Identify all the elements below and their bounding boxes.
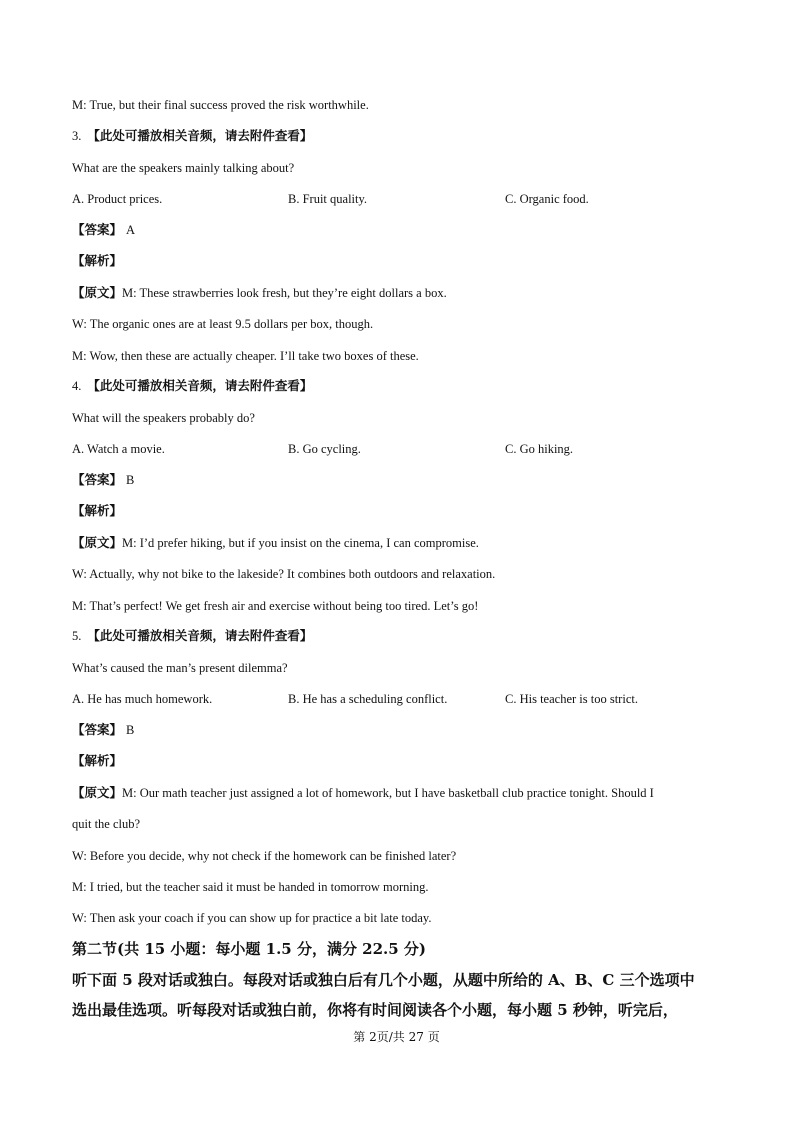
dialogue-line: M: That’s perfect! We get fresh air and exercise without being too tired. Let’s go! [72, 599, 479, 613]
answer-tag: 【答案】 [72, 222, 123, 237]
option-c: C. Organic food. [505, 192, 589, 206]
answer-label [72, 472, 134, 488]
dialogue-line: W: Actually, why not bike to the lakeside? It combines both outdoors and relaxation. [72, 567, 496, 581]
answer-value: B [126, 473, 135, 487]
option-c: C. Go hiking. [505, 442, 574, 456]
audio-link[interactable]: 【此处可播放相关音频，请去附件查看】 [87, 378, 313, 393]
transcript-label: 【原文】 [72, 535, 123, 550]
option-b: B. Fruit quality. [288, 192, 368, 206]
transcript-label: 【原文】 [72, 785, 123, 800]
analysis-label: 【解析】 [72, 753, 123, 768]
question-3-header [72, 128, 312, 144]
answer-tag: 【答案】 [72, 472, 123, 487]
transcript-line [72, 285, 447, 301]
transcript-text: M: These strawberries look fresh, but they’re eight dollars a box. [122, 286, 447, 300]
option-a: A. Product prices. [72, 192, 163, 206]
instruction-line: 选出最佳选项。听每段对话或独白前，你将有时间阅读各个小题，每小题 5 秒钟，听完后， [72, 1001, 678, 1019]
question-4-header [72, 378, 312, 394]
dialogue-line: M: True, but their final success proved the risk worthwhile. [72, 98, 369, 112]
audio-link[interactable]: 【此处可播放相关音频，请去附件查看】 [87, 128, 313, 143]
answer-value: A [126, 223, 136, 237]
transcript-label: 【原文】 [72, 285, 123, 300]
answer-tag: 【答案】 [72, 722, 123, 737]
question-number: 4. [72, 379, 82, 393]
option-b: B. He has a scheduling conflict. [288, 692, 448, 706]
transcript-line [72, 535, 479, 551]
question-5-header [72, 628, 312, 644]
instruction-line: 听下面 5 段对话或独白。每段对话或独白后有几个小题，从题中所给的 A、B、C 三个选项中 [72, 971, 695, 989]
question-5-text: What’s caused the man’s present dilemma? [72, 661, 288, 675]
dialogue-line: W: Then ask your coach if you can show up for practice a bit late today. [72, 911, 432, 925]
transcript-text: M: Our math teacher just assigned a lot of homework, but I have basketball club practice tonight. Should I [122, 786, 654, 800]
option-a: A. He has much homework. [72, 692, 213, 706]
option-a: A. Watch a movie. [72, 442, 165, 456]
transcript-continuation: quit the club? [72, 817, 141, 831]
dialogue-line: W: The organic ones are at least 9.5 dollars per box, though. [72, 317, 374, 331]
question-number: 5. [72, 629, 82, 643]
question-3-text: What are the speakers mainly talking about? [72, 161, 295, 175]
section-heading: 第二节(共 15 小题：每小题 1.5 分，满分 22.5 分) [72, 940, 427, 958]
question-4-text: What will the speakers probably do? [72, 411, 255, 425]
option-b: B. Go cycling. [288, 442, 361, 456]
transcript-text: M: I’d prefer hiking, but if you insist on the cinema, I can compromise. [122, 536, 479, 550]
question-number: 3. [72, 129, 82, 143]
answer-label [72, 722, 134, 738]
transcript-line [72, 785, 654, 801]
answer-value: B [126, 723, 135, 737]
dialogue-line: M: Wow, then these are actually cheaper. I’ll take two boxes of these. [72, 349, 419, 363]
page-footer: 第 2页/共 27 页 [353, 1030, 440, 1044]
dialogue-line: M: I tried, but the teacher said it must be handed in tomorrow morning. [72, 880, 429, 894]
audio-link[interactable]: 【此处可播放相关音频，请去附件查看】 [87, 628, 313, 643]
answer-label [72, 222, 135, 238]
option-c: C. His teacher is too strict. [505, 692, 638, 706]
dialogue-line: W: Before you decide, why not check if the homework can be finished later? [72, 849, 457, 863]
analysis-label: 【解析】 [72, 503, 123, 518]
analysis-label: 【解析】 [72, 253, 123, 268]
